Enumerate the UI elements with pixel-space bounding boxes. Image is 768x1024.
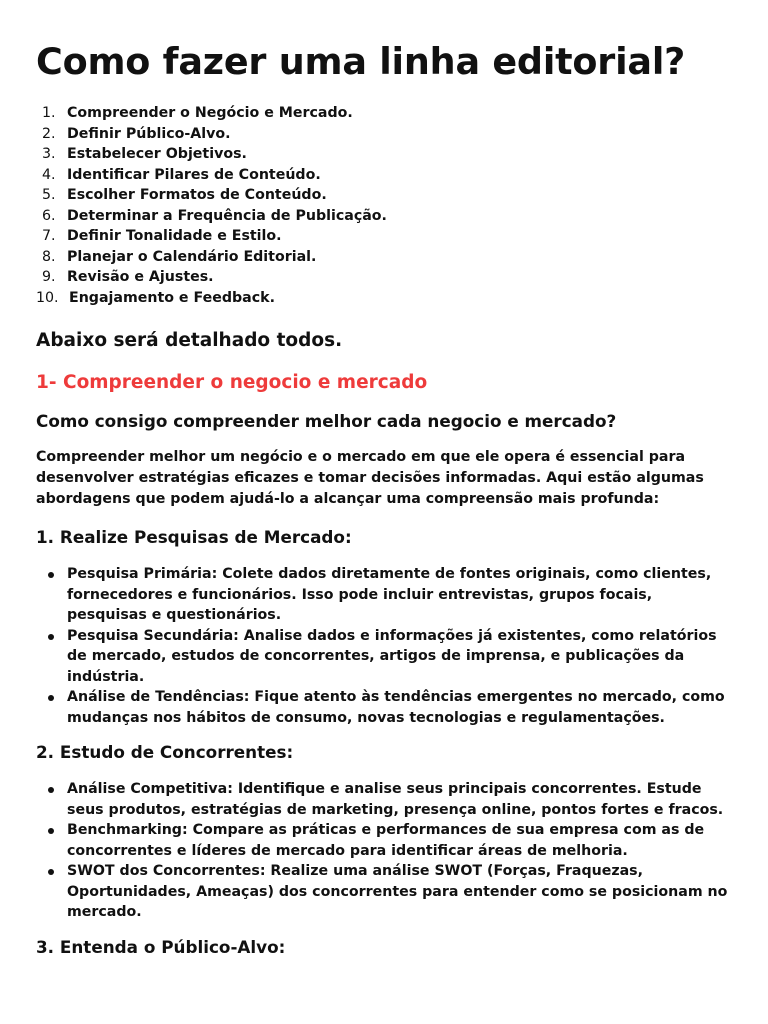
list-item xyxy=(36,206,728,227)
list-item xyxy=(36,165,728,186)
list-number: 3. xyxy=(42,146,56,162)
page-title: Como fazer uma linha editorial? xyxy=(36,40,686,83)
list-item xyxy=(36,267,728,288)
bullet-text: Análise de Tendências: Fique atento às tendências emergentes no mercado, como mudanças nos hábitos de consumo, novas tecnologias e regulamentações. xyxy=(67,689,725,726)
bullet-text: SWOT dos Concorrentes: Realize uma análise SWOT (Forças, Fraquezas, Oportunidades, Ameaças) dos concorrentes para entender como se posicionam no mercado. xyxy=(67,863,728,920)
list-number: 9. xyxy=(42,269,56,285)
subsection-heading: 1. Realize Pesquisas de Mercado: xyxy=(36,527,352,547)
bullet-icon xyxy=(48,828,54,834)
section-subtitle: Abaixo será detalhado todos. xyxy=(36,330,343,351)
list-item-label: Planejar o Calendário Editorial. xyxy=(67,248,317,265)
list-item xyxy=(36,247,728,268)
list-item-label: Definir Tonalidade e Estilo. xyxy=(67,228,282,244)
bullet-item xyxy=(36,861,728,923)
list-item xyxy=(36,124,728,145)
list-number: 4. xyxy=(42,166,56,183)
list-item xyxy=(36,185,728,206)
subsection-heading: 3. Entenda o Público-Alvo: xyxy=(36,936,286,957)
list-item-label: Engajamento e Feedback. xyxy=(69,289,275,306)
bullet-item xyxy=(36,687,728,728)
list-number: 6. xyxy=(42,207,56,224)
bullet-item xyxy=(36,626,728,688)
list-item-label: Determinar a Frequência de Publicação. xyxy=(67,207,387,224)
bullet-text: Pesquisa Primária: Colete dados diretamente de fontes originais, como clientes, fornecedores e funcionários. Isso pode incluir entrevistas, grupos focais, pesquisas e questionários. xyxy=(67,566,712,623)
section-question: Como consigo compreender melhor cada negocio e mercado? xyxy=(36,411,617,431)
bullet-text: Benchmarking: Compare as práticas e performances de sua empresa com as de concorrentes e líderes de mercado para identificar áreas de melhoria. xyxy=(67,822,705,859)
bullet-item xyxy=(36,820,728,861)
bullet-icon xyxy=(48,572,54,578)
bullet-list xyxy=(36,779,728,923)
list-item xyxy=(36,226,728,247)
bullet-list xyxy=(36,564,728,728)
list-number: 5. xyxy=(42,187,56,203)
list-number: 10. xyxy=(36,289,59,306)
list-item xyxy=(36,103,728,124)
list-item-label: Escolher Formatos de Conteúdo. xyxy=(67,187,327,203)
bullet-icon xyxy=(48,869,54,875)
bullet-text: Pesquisa Secundária: Analise dados e informações já existentes, como relatórios de mercado, estudos de concorrentes, artigos de imprensa, e publicações da indústria. xyxy=(67,627,717,685)
steps-list xyxy=(36,103,728,308)
list-number: 2. xyxy=(42,125,56,142)
list-item-label: Estabelecer Objetivos. xyxy=(67,146,247,162)
bullet-text: Análise Competitiva: Identifique e analise seus principais concorrentes. Estude seus produtos, estratégias de marketing, presença online, pontos fortes e fracos. xyxy=(67,781,724,818)
list-item-label: Definir Público-Alvo. xyxy=(67,125,231,142)
list-item xyxy=(36,288,728,309)
list-item-label: Identificar Pilares de Conteúdo. xyxy=(67,166,321,183)
list-item xyxy=(36,144,728,165)
list-number: 8. xyxy=(42,248,56,265)
bullet-item xyxy=(36,564,728,626)
bullet-icon xyxy=(48,634,54,640)
list-item-label: Revisão e Ajustes. xyxy=(67,269,214,285)
intro-paragraph: Compreender melhor um negócio e o mercado em que ele opera é essencial para desenvolver estratégias eficazes e tomar decisões informadas. Aqui estão algumas abordagens que podem ajudá-lo a alcançar uma compreensão mais profunda: xyxy=(36,449,704,507)
bullet-item xyxy=(36,779,728,820)
bullet-icon xyxy=(48,787,54,793)
section-heading: 1- Compreender o negocio e mercado xyxy=(36,372,428,393)
list-item-label: Compreender o Negócio e Mercado. xyxy=(67,105,353,121)
list-number: 1. xyxy=(42,105,56,121)
list-number: 7. xyxy=(42,228,56,244)
subsection-heading: 2. Estudo de Concorrentes: xyxy=(36,742,294,762)
bullet-icon xyxy=(48,695,54,701)
